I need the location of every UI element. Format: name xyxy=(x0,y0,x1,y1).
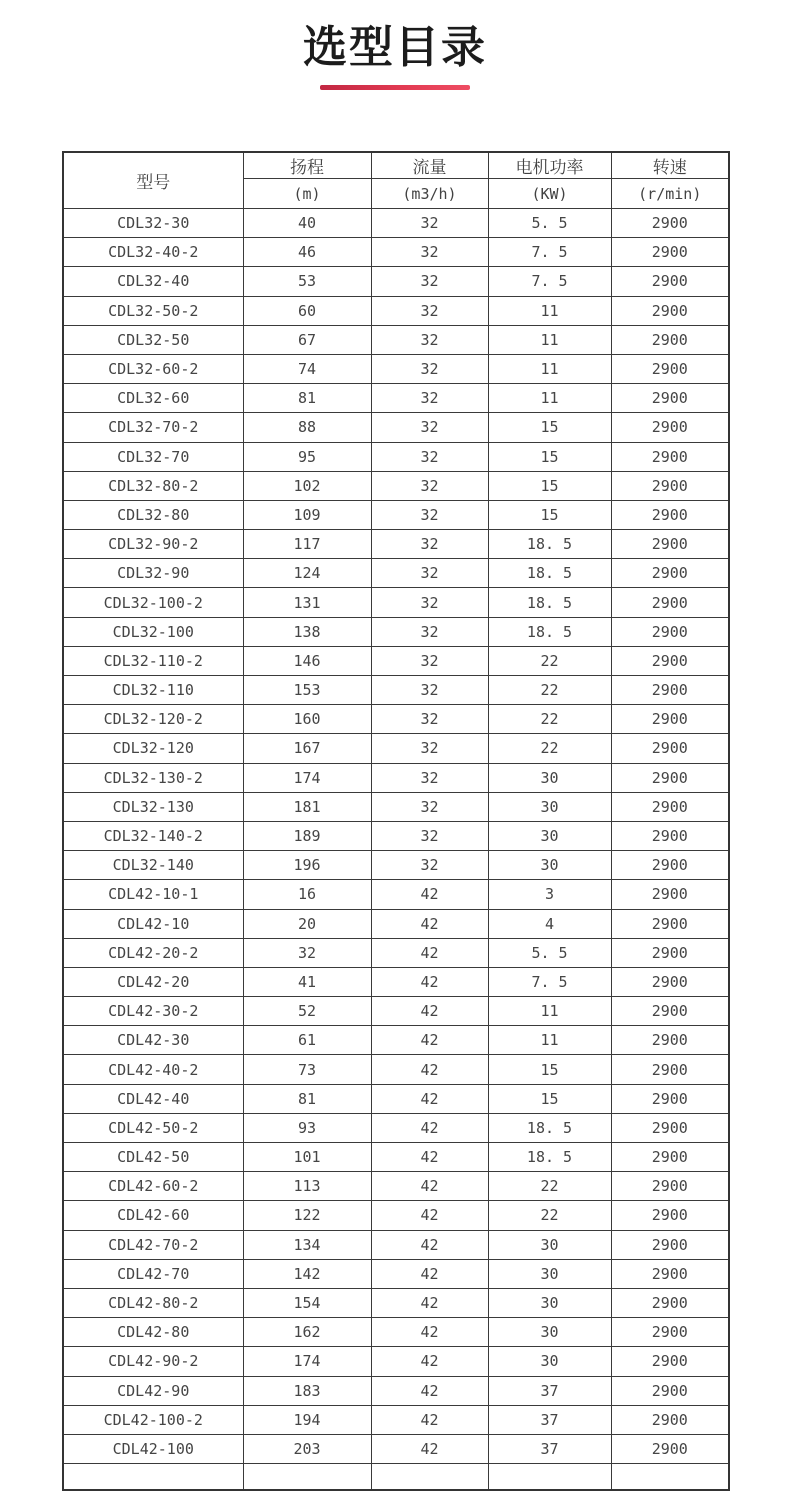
cell-flow: 42 xyxy=(371,1347,488,1376)
cell-model: CDL32-50 xyxy=(63,325,243,354)
cell-power: 11 xyxy=(488,997,611,1026)
title-underline-accent xyxy=(320,85,470,90)
cell-power: 30 xyxy=(488,1259,611,1288)
table-row xyxy=(63,909,729,938)
cell-power: 15 xyxy=(488,471,611,500)
cell-speed: 2900 xyxy=(611,676,729,705)
cell-flow: 42 xyxy=(371,997,488,1026)
cell-power: 18. 5 xyxy=(488,617,611,646)
cell-head: 95 xyxy=(243,442,371,471)
cell-model: CDL32-110-2 xyxy=(63,646,243,675)
cell-model: CDL32-80 xyxy=(63,500,243,529)
cell-speed: 2900 xyxy=(611,325,729,354)
cell-head: 102 xyxy=(243,471,371,500)
cell-speed: 2900 xyxy=(611,1230,729,1259)
cell-speed: 2900 xyxy=(611,209,729,238)
cell-head: 162 xyxy=(243,1318,371,1347)
cell-speed: 2900 xyxy=(611,1288,729,1317)
cell-flow: 42 xyxy=(371,1055,488,1084)
page-title: 选型目录 xyxy=(303,22,487,73)
cell-head: 181 xyxy=(243,792,371,821)
cell-head: 160 xyxy=(243,705,371,734)
cell-model: CDL32-60-2 xyxy=(63,354,243,383)
cell-speed: 2900 xyxy=(611,792,729,821)
cell-empty xyxy=(371,1464,488,1490)
cell-power: 18. 5 xyxy=(488,1113,611,1142)
table-row xyxy=(63,792,729,821)
cell-power: 15 xyxy=(488,442,611,471)
cell-power: 18. 5 xyxy=(488,588,611,617)
cell-model: CDL42-80-2 xyxy=(63,1288,243,1317)
cell-model: CDL32-140-2 xyxy=(63,821,243,850)
cell-model: CDL32-130 xyxy=(63,792,243,821)
cell-flow: 32 xyxy=(371,646,488,675)
table-row xyxy=(63,880,729,909)
cell-flow: 42 xyxy=(371,1434,488,1463)
cell-power: 30 xyxy=(488,792,611,821)
cell-flow: 32 xyxy=(371,763,488,792)
cell-speed: 2900 xyxy=(611,967,729,996)
cell-speed: 2900 xyxy=(611,559,729,588)
cell-power: 30 xyxy=(488,1318,611,1347)
column-header-head: 扬程 xyxy=(243,152,371,179)
table-row xyxy=(63,734,729,763)
column-header-model: 型号 xyxy=(63,152,243,209)
cell-head: 113 xyxy=(243,1172,371,1201)
cell-model: CDL42-100 xyxy=(63,1434,243,1463)
cell-head: 183 xyxy=(243,1376,371,1405)
column-header-flow: 流量 xyxy=(371,152,488,179)
cell-model: CDL32-40 xyxy=(63,267,243,296)
cell-head: 81 xyxy=(243,384,371,413)
table-row xyxy=(63,209,729,238)
cell-speed: 2900 xyxy=(611,909,729,938)
cell-speed: 2900 xyxy=(611,1376,729,1405)
column-unit-head: (m) xyxy=(243,179,371,209)
cell-power: 5. 5 xyxy=(488,938,611,967)
cell-model: CDL32-120 xyxy=(63,734,243,763)
cell-flow: 42 xyxy=(371,1259,488,1288)
cell-model: CDL42-80 xyxy=(63,1318,243,1347)
cell-power: 7. 5 xyxy=(488,967,611,996)
table-row xyxy=(63,1055,729,1084)
cell-speed: 2900 xyxy=(611,1347,729,1376)
table-row xyxy=(63,646,729,675)
cell-head: 40 xyxy=(243,209,371,238)
table-row xyxy=(63,763,729,792)
cell-head: 88 xyxy=(243,413,371,442)
cell-speed: 2900 xyxy=(611,1405,729,1434)
table-row xyxy=(63,676,729,705)
cell-head: 134 xyxy=(243,1230,371,1259)
cell-flow: 32 xyxy=(371,500,488,529)
cell-speed: 2900 xyxy=(611,646,729,675)
cell-speed: 2900 xyxy=(611,413,729,442)
cell-head: 194 xyxy=(243,1405,371,1434)
cell-power: 15 xyxy=(488,413,611,442)
cell-power: 30 xyxy=(488,851,611,880)
cell-empty xyxy=(611,1464,729,1490)
column-header-power: 电机功率 xyxy=(488,152,611,179)
cell-head: 189 xyxy=(243,821,371,850)
cell-empty xyxy=(63,1464,243,1490)
cell-flow: 32 xyxy=(371,851,488,880)
table-row xyxy=(63,238,729,267)
cell-flow: 42 xyxy=(371,1318,488,1347)
cell-model: CDL42-30 xyxy=(63,1026,243,1055)
cell-power: 15 xyxy=(488,1055,611,1084)
table-row xyxy=(63,1201,729,1230)
column-header-speed: 转速 xyxy=(611,152,729,179)
cell-model: CDL32-40-2 xyxy=(63,238,243,267)
cell-speed: 2900 xyxy=(611,1201,729,1230)
table-row xyxy=(63,938,729,967)
cell-flow: 42 xyxy=(371,880,488,909)
cell-flow: 32 xyxy=(371,325,488,354)
table-row xyxy=(63,821,729,850)
cell-flow: 42 xyxy=(371,938,488,967)
cell-speed: 2900 xyxy=(611,705,729,734)
cell-power: 22 xyxy=(488,734,611,763)
cell-speed: 2900 xyxy=(611,588,729,617)
table-body xyxy=(63,209,729,1490)
cell-head: 32 xyxy=(243,938,371,967)
cell-power: 30 xyxy=(488,1288,611,1317)
cell-head: 174 xyxy=(243,763,371,792)
cell-head: 154 xyxy=(243,1288,371,1317)
cell-flow: 32 xyxy=(371,354,488,383)
column-unit-speed: (r/min) xyxy=(611,179,729,209)
column-unit-power: (KW) xyxy=(488,179,611,209)
cell-flow: 42 xyxy=(371,1143,488,1172)
table-row-clipped xyxy=(63,1464,729,1490)
cell-flow: 42 xyxy=(371,1405,488,1434)
cell-flow: 42 xyxy=(371,1288,488,1317)
cell-model: CDL32-110 xyxy=(63,676,243,705)
cell-flow: 32 xyxy=(371,296,488,325)
page-header xyxy=(0,0,790,90)
cell-flow: 32 xyxy=(371,442,488,471)
cell-model: CDL42-50-2 xyxy=(63,1113,243,1142)
table-row xyxy=(63,967,729,996)
table-row xyxy=(63,296,729,325)
cell-power: 37 xyxy=(488,1434,611,1463)
cell-head: 74 xyxy=(243,354,371,383)
cell-power: 30 xyxy=(488,821,611,850)
cell-power: 37 xyxy=(488,1405,611,1434)
cell-model: CDL32-70 xyxy=(63,442,243,471)
table-row xyxy=(63,1113,729,1142)
cell-model: CDL32-50-2 xyxy=(63,296,243,325)
cell-speed: 2900 xyxy=(611,442,729,471)
cell-head: 81 xyxy=(243,1084,371,1113)
cell-power: 18. 5 xyxy=(488,530,611,559)
cell-flow: 42 xyxy=(371,1376,488,1405)
cell-power: 11 xyxy=(488,354,611,383)
cell-flow: 32 xyxy=(371,676,488,705)
cell-head: 16 xyxy=(243,880,371,909)
cell-power: 37 xyxy=(488,1376,611,1405)
cell-model: CDL32-120-2 xyxy=(63,705,243,734)
cell-head: 174 xyxy=(243,1347,371,1376)
cell-flow: 32 xyxy=(371,471,488,500)
table-row xyxy=(63,851,729,880)
cell-head: 61 xyxy=(243,1026,371,1055)
cell-flow: 42 xyxy=(371,967,488,996)
cell-head: 60 xyxy=(243,296,371,325)
cell-power: 4 xyxy=(488,909,611,938)
cell-speed: 2900 xyxy=(611,1084,729,1113)
cell-flow: 32 xyxy=(371,559,488,588)
cell-speed: 2900 xyxy=(611,1259,729,1288)
cell-model: CDL32-70-2 xyxy=(63,413,243,442)
cell-head: 52 xyxy=(243,997,371,1026)
table-row xyxy=(63,1084,729,1113)
cell-head: 73 xyxy=(243,1055,371,1084)
cell-model: CDL32-80-2 xyxy=(63,471,243,500)
cell-flow: 42 xyxy=(371,909,488,938)
cell-power: 15 xyxy=(488,1084,611,1113)
table-row xyxy=(63,1405,729,1434)
cell-head: 20 xyxy=(243,909,371,938)
cell-flow: 42 xyxy=(371,1230,488,1259)
cell-speed: 2900 xyxy=(611,238,729,267)
table-row xyxy=(63,1376,729,1405)
table-header xyxy=(63,152,729,209)
column-unit-flow: (m3/h) xyxy=(371,179,488,209)
cell-speed: 2900 xyxy=(611,1055,729,1084)
cell-model: CDL42-70 xyxy=(63,1259,243,1288)
cell-model: CDL42-30-2 xyxy=(63,997,243,1026)
cell-head: 41 xyxy=(243,967,371,996)
cell-head: 117 xyxy=(243,530,371,559)
cell-speed: 2900 xyxy=(611,267,729,296)
cell-flow: 32 xyxy=(371,588,488,617)
table-row xyxy=(63,1347,729,1376)
cell-power: 22 xyxy=(488,1172,611,1201)
cell-speed: 2900 xyxy=(611,1172,729,1201)
selection-catalog-table xyxy=(62,151,730,1491)
cell-power: 15 xyxy=(488,500,611,529)
table-row xyxy=(63,1434,729,1463)
cell-flow: 32 xyxy=(371,734,488,763)
table-row xyxy=(63,471,729,500)
cell-flow: 32 xyxy=(371,792,488,821)
table-row xyxy=(63,705,729,734)
cell-flow: 32 xyxy=(371,617,488,646)
cell-speed: 2900 xyxy=(611,1143,729,1172)
cell-flow: 42 xyxy=(371,1201,488,1230)
cell-head: 122 xyxy=(243,1201,371,1230)
table-row xyxy=(63,1230,729,1259)
cell-power: 22 xyxy=(488,676,611,705)
table-row xyxy=(63,1172,729,1201)
cell-flow: 32 xyxy=(371,238,488,267)
cell-speed: 2900 xyxy=(611,1113,729,1142)
cell-power: 30 xyxy=(488,763,611,792)
table-row xyxy=(63,1143,729,1172)
table-row xyxy=(63,413,729,442)
table-row xyxy=(63,530,729,559)
cell-flow: 42 xyxy=(371,1172,488,1201)
cell-head: 196 xyxy=(243,851,371,880)
cell-power: 18. 5 xyxy=(488,559,611,588)
table-row xyxy=(63,500,729,529)
cell-flow: 32 xyxy=(371,209,488,238)
cell-model: CDL42-60-2 xyxy=(63,1172,243,1201)
table-row xyxy=(63,354,729,383)
cell-power: 11 xyxy=(488,1026,611,1055)
cell-speed: 2900 xyxy=(611,1318,729,1347)
cell-power: 11 xyxy=(488,296,611,325)
table-row xyxy=(63,559,729,588)
cell-power: 22 xyxy=(488,705,611,734)
table-row xyxy=(63,325,729,354)
cell-model: CDL32-130-2 xyxy=(63,763,243,792)
cell-speed: 2900 xyxy=(611,821,729,850)
cell-power: 22 xyxy=(488,646,611,675)
table-row xyxy=(63,588,729,617)
cell-model: CDL42-50 xyxy=(63,1143,243,1172)
cell-power: 5. 5 xyxy=(488,209,611,238)
cell-speed: 2900 xyxy=(611,851,729,880)
table-row xyxy=(63,617,729,646)
cell-head: 146 xyxy=(243,646,371,675)
cell-model: CDL32-60 xyxy=(63,384,243,413)
cell-head: 101 xyxy=(243,1143,371,1172)
cell-model: CDL32-30 xyxy=(63,209,243,238)
cell-head: 124 xyxy=(243,559,371,588)
cell-head: 203 xyxy=(243,1434,371,1463)
cell-flow: 32 xyxy=(371,705,488,734)
cell-model: CDL42-70-2 xyxy=(63,1230,243,1259)
cell-head: 138 xyxy=(243,617,371,646)
cell-power: 18. 5 xyxy=(488,1143,611,1172)
table-row xyxy=(63,997,729,1026)
cell-speed: 2900 xyxy=(611,734,729,763)
table-row xyxy=(63,1259,729,1288)
cell-head: 153 xyxy=(243,676,371,705)
cell-model: CDL42-20-2 xyxy=(63,938,243,967)
cell-model: CDL32-140 xyxy=(63,851,243,880)
cell-power: 30 xyxy=(488,1347,611,1376)
cell-speed: 2900 xyxy=(611,617,729,646)
cell-speed: 2900 xyxy=(611,354,729,383)
cell-speed: 2900 xyxy=(611,880,729,909)
cell-model: CDL32-100 xyxy=(63,617,243,646)
cell-head: 46 xyxy=(243,238,371,267)
cell-power: 22 xyxy=(488,1201,611,1230)
cell-power: 11 xyxy=(488,384,611,413)
cell-speed: 2900 xyxy=(611,1026,729,1055)
cell-model: CDL42-90-2 xyxy=(63,1347,243,1376)
cell-flow: 42 xyxy=(371,1113,488,1142)
cell-model: CDL42-100-2 xyxy=(63,1405,243,1434)
cell-model: CDL42-40-2 xyxy=(63,1055,243,1084)
cell-speed: 2900 xyxy=(611,938,729,967)
table-row xyxy=(63,1288,729,1317)
cell-power: 3 xyxy=(488,880,611,909)
cell-model: CDL32-90 xyxy=(63,559,243,588)
cell-empty xyxy=(488,1464,611,1490)
cell-speed: 2900 xyxy=(611,763,729,792)
cell-head: 142 xyxy=(243,1259,371,1288)
cell-power: 7. 5 xyxy=(488,267,611,296)
cell-head: 53 xyxy=(243,267,371,296)
cell-speed: 2900 xyxy=(611,530,729,559)
cell-power: 30 xyxy=(488,1230,611,1259)
cell-head: 67 xyxy=(243,325,371,354)
cell-head: 131 xyxy=(243,588,371,617)
table-row xyxy=(63,1026,729,1055)
cell-model: CDL42-20 xyxy=(63,967,243,996)
table-row xyxy=(63,267,729,296)
cell-head: 109 xyxy=(243,500,371,529)
cell-flow: 42 xyxy=(371,1026,488,1055)
cell-model: CDL32-90-2 xyxy=(63,530,243,559)
cell-flow: 32 xyxy=(371,413,488,442)
cell-flow: 32 xyxy=(371,530,488,559)
cell-speed: 2900 xyxy=(611,471,729,500)
cell-model: CDL42-10 xyxy=(63,909,243,938)
cell-flow: 32 xyxy=(371,384,488,413)
table-row xyxy=(63,384,729,413)
cell-head: 93 xyxy=(243,1113,371,1142)
cell-power: 7. 5 xyxy=(488,238,611,267)
table-row xyxy=(63,442,729,471)
cell-speed: 2900 xyxy=(611,997,729,1026)
cell-model: CDL32-100-2 xyxy=(63,588,243,617)
cell-model: CDL42-60 xyxy=(63,1201,243,1230)
cell-empty xyxy=(243,1464,371,1490)
cell-speed: 2900 xyxy=(611,1434,729,1463)
cell-power: 11 xyxy=(488,325,611,354)
cell-model: CDL42-40 xyxy=(63,1084,243,1113)
cell-head: 167 xyxy=(243,734,371,763)
cell-model: CDL42-90 xyxy=(63,1376,243,1405)
cell-speed: 2900 xyxy=(611,296,729,325)
cell-flow: 42 xyxy=(371,1084,488,1113)
cell-flow: 32 xyxy=(371,821,488,850)
cell-flow: 32 xyxy=(371,267,488,296)
cell-model: CDL42-10-1 xyxy=(63,880,243,909)
table-row xyxy=(63,1318,729,1347)
cell-speed: 2900 xyxy=(611,500,729,529)
cell-speed: 2900 xyxy=(611,384,729,413)
